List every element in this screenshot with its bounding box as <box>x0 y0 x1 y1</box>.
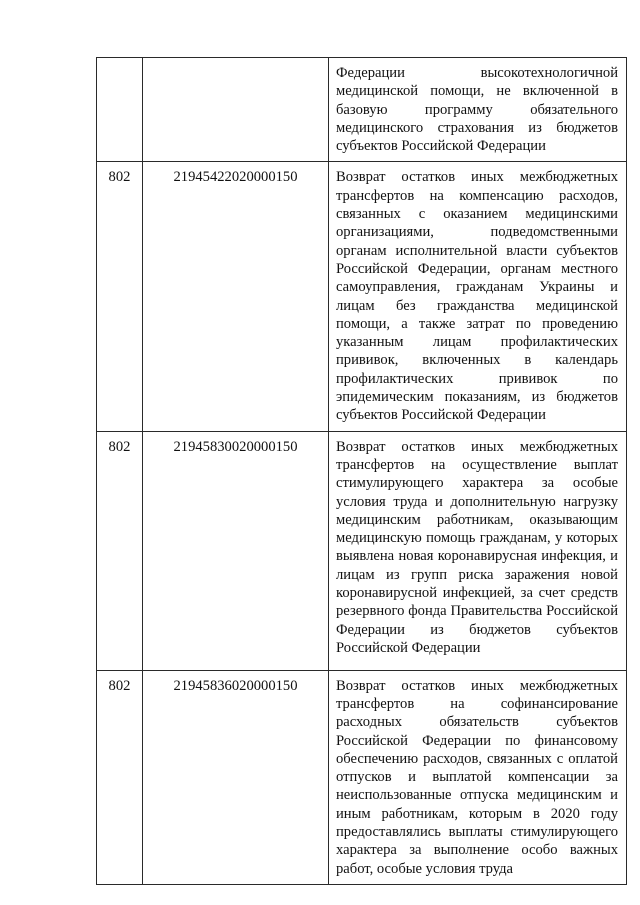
kbk-code-cell <box>143 431 329 670</box>
revenue-name: Возврат остатков иных межбюджетных трансфертов на осуществление выплат стимулирующего характера за особые условия труда и дополнительную нагрузку медицинским работникам, оказывающим медицинскую помощь гражданам, у которых выявлена новая коронавирусная инфекция, и лицам из групп риска заражения новой коронавирусной инфекцией, за счет средств резервного фонда Правительства Российской Федерации из бюджетов субъектов Российской Федерации <box>336 438 618 656</box>
revenue-name-cell <box>329 162 627 431</box>
table-row <box>97 670 627 884</box>
admin-code-cell <box>97 670 143 884</box>
table-row <box>97 58 627 162</box>
table-row <box>97 162 627 431</box>
kbk-code: 21945830020000150 <box>173 438 298 455</box>
revenue-name-cell <box>329 670 627 884</box>
kbk-code: 21945422020000150 <box>173 169 298 186</box>
revenue-name: Возврат остатков иных межбюджетных трансфертов на компенсацию расходов, связанных с оказанием медицинскими организациями, подведомственными органам исполнительной власти субъектов Российской Федерации, органам местного самоуправления, гражданам Украины и лицам без гражданства медицинской помощи, а также затрат по проведению указанным лицам профилактических прививок, включенных в календарь профилактических прививок по эпидемическим показаниям, из бюджетов субъектов Российской Федерации <box>336 169 618 424</box>
kbk-code-cell <box>143 58 329 162</box>
kbk-code: 21945836020000150 <box>173 677 298 694</box>
kbk-code <box>143 58 328 64</box>
revenue-name: Возврат остатков иных межбюджетных трансфертов на софинансирование расходных обязательств субъектов Российской Федерации по финансовому обеспечению расходов, связанных с оплатой отпусков и выплатой компенсации за неиспользованные отпуска медицинским и иным работникам, которым в 2020 году предоставлялись выплаты стимулирующего характера за выполнение особо важных работ, особые условия труда <box>336 677 618 877</box>
revenue-name: Федерации высокотехнологичной медицинской помощи, не включенной в базовую программу обязательного медицинского страхования из бюджетов субъектов Российской Федерации <box>336 65 618 155</box>
revenue-name-cell <box>329 58 627 162</box>
admin-code <box>97 58 142 64</box>
admin-code-cell <box>97 58 143 162</box>
admin-code-cell <box>97 162 143 431</box>
admin-code: 802 <box>108 677 131 694</box>
table-row <box>97 431 627 670</box>
revenue-name-cell <box>329 431 627 670</box>
admin-code: 802 <box>108 438 131 455</box>
admin-code: 802 <box>108 169 131 186</box>
kbk-code-cell <box>143 670 329 884</box>
budget-classification-table <box>96 57 627 885</box>
admin-code-cell <box>97 431 143 670</box>
kbk-code-cell <box>143 162 329 431</box>
